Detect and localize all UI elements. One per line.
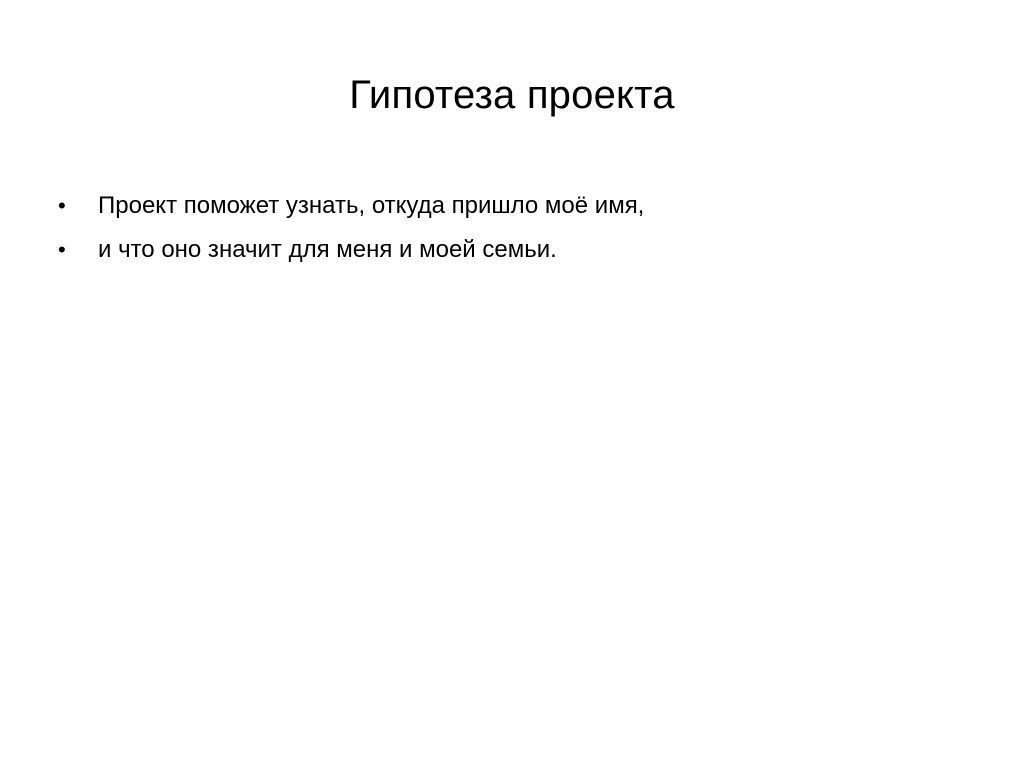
slide-title: Гипотеза проекта xyxy=(349,73,675,117)
bullet-marker: • xyxy=(58,237,66,262)
bullet-text: и что оно значит для меня и моей семьи. xyxy=(98,236,557,263)
bullet-item xyxy=(58,184,958,228)
bullet-marker: • xyxy=(58,193,66,218)
bullet-item xyxy=(58,228,958,272)
bullet-text: Проект поможет узнать, откуда пришло моё имя, xyxy=(98,192,645,219)
bullet-list xyxy=(58,184,958,272)
